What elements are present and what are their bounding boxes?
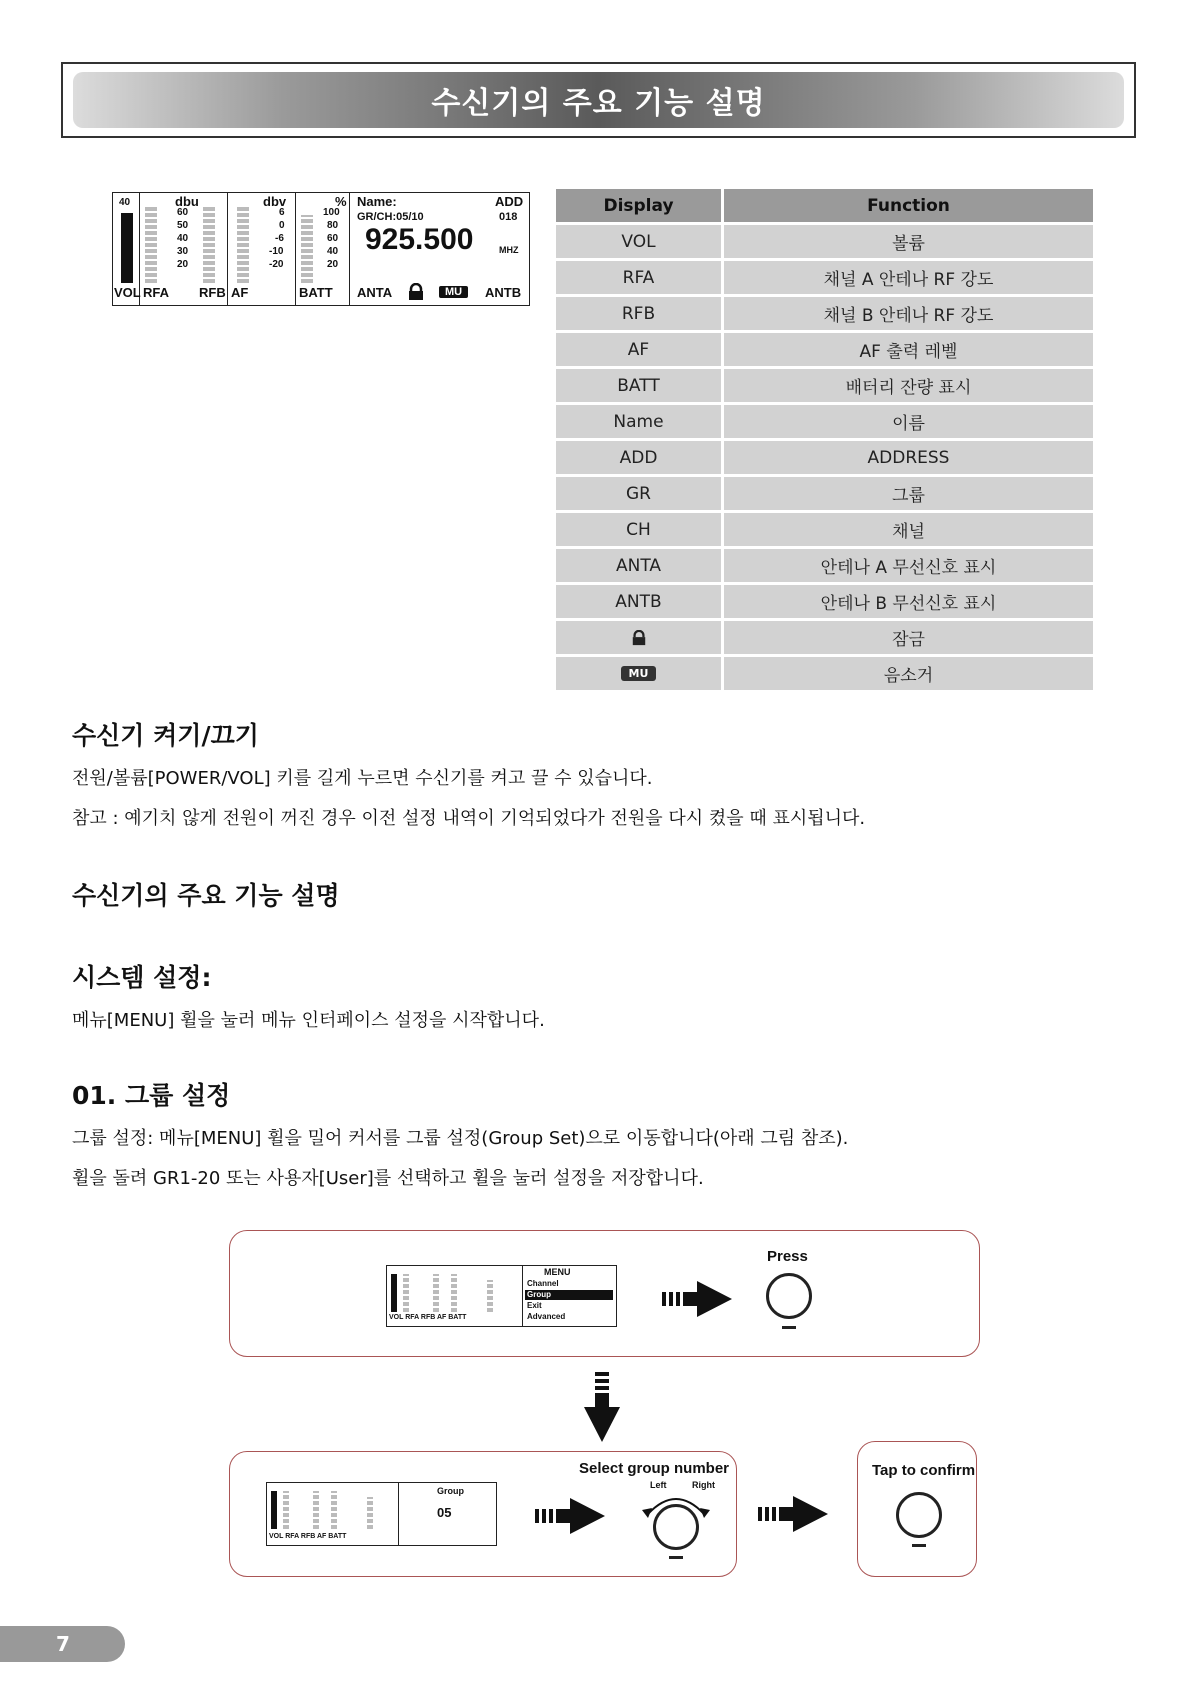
table-cell-function: AF 출력 레벨 <box>724 333 1093 366</box>
table-cell-display: Name <box>556 405 721 438</box>
table-row <box>556 405 1093 438</box>
name-label: Name: <box>357 194 397 209</box>
dbu-scale-2: 40 <box>177 233 189 244</box>
menu-item-channel: Channel <box>527 1279 559 1288</box>
page-number-text: 7 <box>56 1632 70 1656</box>
table-cell-function: 볼륨 <box>724 225 1093 258</box>
menu-step-box <box>229 1230 980 1357</box>
press-label: Press <box>767 1248 808 1265</box>
mini-bottom-labels: VOL RFA RFB AF BATT <box>389 1314 467 1321</box>
lcd-af-label: AF <box>231 285 249 300</box>
lock-icon <box>407 283 425 301</box>
table-cell-display: ADD <box>556 441 721 474</box>
mini-vol-bar <box>391 1274 397 1312</box>
arrow-right-icon <box>535 1498 605 1534</box>
arrow-down-icon <box>584 1372 620 1442</box>
lcd-rfb-label: RFB <box>199 285 226 300</box>
table-cell-display: ANTB <box>556 585 721 618</box>
lcd-batt-label: BATT <box>299 285 333 300</box>
mini-rfb-bar <box>433 1274 439 1312</box>
dbu-scale-0: 60 <box>177 207 189 218</box>
mini-rfa-bar <box>283 1491 289 1529</box>
table-row <box>556 333 1093 366</box>
table-row <box>556 549 1093 582</box>
mini-batt-bar <box>367 1497 373 1529</box>
menu-item-advanced: Advanced <box>527 1312 566 1321</box>
mini-rfb-bar <box>313 1491 319 1529</box>
table-cell-function: 음소거 <box>724 657 1093 690</box>
grch-value: GR/CH:05/10 <box>357 211 424 223</box>
table-cell-function: 그룹 <box>724 477 1093 510</box>
dbu-scale-4: 20 <box>177 259 189 270</box>
lcd-mu-badge <box>439 286 468 298</box>
table-cell-display <box>556 621 721 654</box>
lcd-mu-text: MU <box>445 286 463 298</box>
table-cell-function: 안테나 B 무선신호 표시 <box>724 585 1093 618</box>
title-frame <box>61 62 1136 138</box>
group-paragraph-1: 그룹 설정: 메뉴[MENU] 휠을 밀어 커서를 그룹 설정(Group Set)으로 이동합니다(아래 그림 참조). <box>72 1128 849 1149</box>
table-cell-display: BATT <box>556 369 721 402</box>
system-heading: 시스템 설정: <box>72 963 212 992</box>
table-cell-function: 이름 <box>724 405 1093 438</box>
mini-rfa-bar <box>403 1274 409 1312</box>
mini-vol-bar <box>271 1491 277 1529</box>
group-knob[interactable] <box>653 1504 699 1550</box>
right-label: Right <box>692 1480 715 1490</box>
table-header-display: Display <box>556 189 721 222</box>
menu-item-exit: Exit <box>527 1301 542 1310</box>
table-row <box>556 297 1093 330</box>
mini-bottom-labels: VOL RFA RFB AF BATT <box>269 1533 347 1540</box>
rfb-bar <box>203 207 215 283</box>
lcd-anta-label: ANTA <box>357 285 393 300</box>
group-paragraph-2: 휠을 돌려 GR1-20 또는 사용자[User]를 선택하고 휠을 눌러 설정을 저장합니다. <box>72 1168 704 1189</box>
table-cell-function: 채널 B 안테나 RF 강도 <box>724 297 1093 330</box>
table-row <box>556 441 1093 474</box>
page-title: 수신기의 주요 기능 설명 <box>431 86 766 121</box>
mini-lcd-menu <box>386 1265 617 1327</box>
table-cell-display: AF <box>556 333 721 366</box>
table-cell-display: VOL <box>556 225 721 258</box>
table-cell-display: GR <box>556 477 721 510</box>
knob-label-mark <box>912 1544 926 1547</box>
mini-batt-bar <box>487 1280 493 1312</box>
menu-title: MENU <box>544 1267 571 1277</box>
table-header-function: Function <box>724 189 1093 222</box>
knob-label-mark <box>782 1326 796 1329</box>
rfa-bar <box>145 207 157 283</box>
table-cell-function: 안테나 A 무선신호 표시 <box>724 549 1093 582</box>
menu-knob[interactable] <box>766 1273 812 1319</box>
dbv-scale-3: -10 <box>269 246 284 257</box>
left-label: Left <box>650 1480 667 1490</box>
lock-icon <box>631 630 647 646</box>
table-row <box>556 513 1093 546</box>
frequency-value: 925.500 <box>365 223 474 256</box>
table-row <box>556 225 1093 258</box>
table-row <box>556 477 1093 510</box>
power-paragraph-2: 참고 : 예기치 않게 전원이 꺼진 경우 이전 설정 내역이 기억되었다가 전원을 다시 켰을 때 표시됩니다. <box>72 808 866 829</box>
dbu-label: dbu <box>175 194 199 209</box>
mu-badge: MU <box>621 666 657 681</box>
table-row <box>556 657 1093 690</box>
power-paragraph-1: 전원/볼륨[POWER/VOL] 키를 길게 누르면 수신기를 켜고 끌 수 있습니다. <box>72 768 653 789</box>
table-row <box>556 621 1093 654</box>
confirm-knob[interactable] <box>896 1492 942 1538</box>
mini-af-bar <box>331 1491 337 1529</box>
table-cell-display: RFA <box>556 261 721 294</box>
add-label: ADD <box>495 194 524 209</box>
title-bar <box>73 72 1124 128</box>
add-value: 018 <box>499 211 518 223</box>
table-cell-display: RFB <box>556 297 721 330</box>
lcd-antb-label: ANTB <box>485 285 522 300</box>
vol-top-label: 40 <box>119 197 131 208</box>
table-cell-function: 채널 <box>724 513 1093 546</box>
knob-label-mark <box>669 1556 683 1559</box>
function-table <box>556 189 1093 693</box>
confirm-step-box <box>857 1441 977 1577</box>
mini-af-bar <box>451 1274 457 1312</box>
table-row <box>556 369 1093 402</box>
dbv-scale-2: -6 <box>275 233 284 244</box>
table-cell-display: ANTA <box>556 549 721 582</box>
page-number <box>0 1626 125 1662</box>
table-row <box>556 585 1093 618</box>
table-row <box>556 261 1093 294</box>
pct-scale-3: 40 <box>327 246 339 257</box>
dbv-label: dbv <box>263 194 287 209</box>
dbv-scale-0: 6 <box>279 207 285 218</box>
dbu-scale-3: 30 <box>177 246 189 257</box>
group-value: 05 <box>437 1505 452 1520</box>
pct-scale-2: 60 <box>327 233 339 244</box>
table-header-row <box>556 189 1093 222</box>
pct-scale-0: 100 <box>323 207 340 218</box>
table-cell-function: 잠금 <box>724 621 1093 654</box>
power-heading: 수신기 켜기/끄기 <box>72 721 259 750</box>
confirm-label: Tap to confirm <box>872 1462 976 1479</box>
table-cell-function: 배터리 잔량 표시 <box>724 369 1093 402</box>
lcd-rfa-label: RFA <box>143 285 169 300</box>
arrow-right-icon <box>662 1281 732 1317</box>
select-group-label: Select group number <box>579 1460 730 1477</box>
group-heading: 01. 그룹 설정 <box>72 1081 231 1110</box>
table-cell-function: ADDRESS <box>724 441 1093 474</box>
frequency-unit: MHZ <box>499 245 519 255</box>
vol-bar <box>121 213 133 283</box>
pct-scale-4: 20 <box>327 259 339 270</box>
group-label: Group <box>437 1486 464 1496</box>
group-step-box <box>229 1451 737 1577</box>
batt-bar <box>301 215 313 283</box>
system-paragraph: 메뉴[MENU] 휠을 눌러 메뉴 인터페이스 설정을 시작합니다. <box>72 1010 545 1031</box>
dbv-scale-1: 0 <box>279 220 285 231</box>
af-bar <box>237 207 249 283</box>
arrow-right-icon <box>758 1496 828 1532</box>
table-cell-display <box>556 657 721 690</box>
pct-label: % <box>335 194 347 209</box>
table-cell-function: 채널 A 안테나 RF 강도 <box>724 261 1093 294</box>
features-heading: 수신기의 주요 기능 설명 <box>72 881 340 910</box>
lcd-display <box>112 192 530 306</box>
menu-item-group: Group <box>525 1290 613 1300</box>
dbu-scale-1: 50 <box>177 220 189 231</box>
table-cell-display: CH <box>556 513 721 546</box>
dbv-scale-4: -20 <box>269 259 284 270</box>
mini-lcd-group <box>266 1482 497 1546</box>
lcd-vol-label: VOL <box>114 285 141 300</box>
pct-scale-1: 80 <box>327 220 339 231</box>
